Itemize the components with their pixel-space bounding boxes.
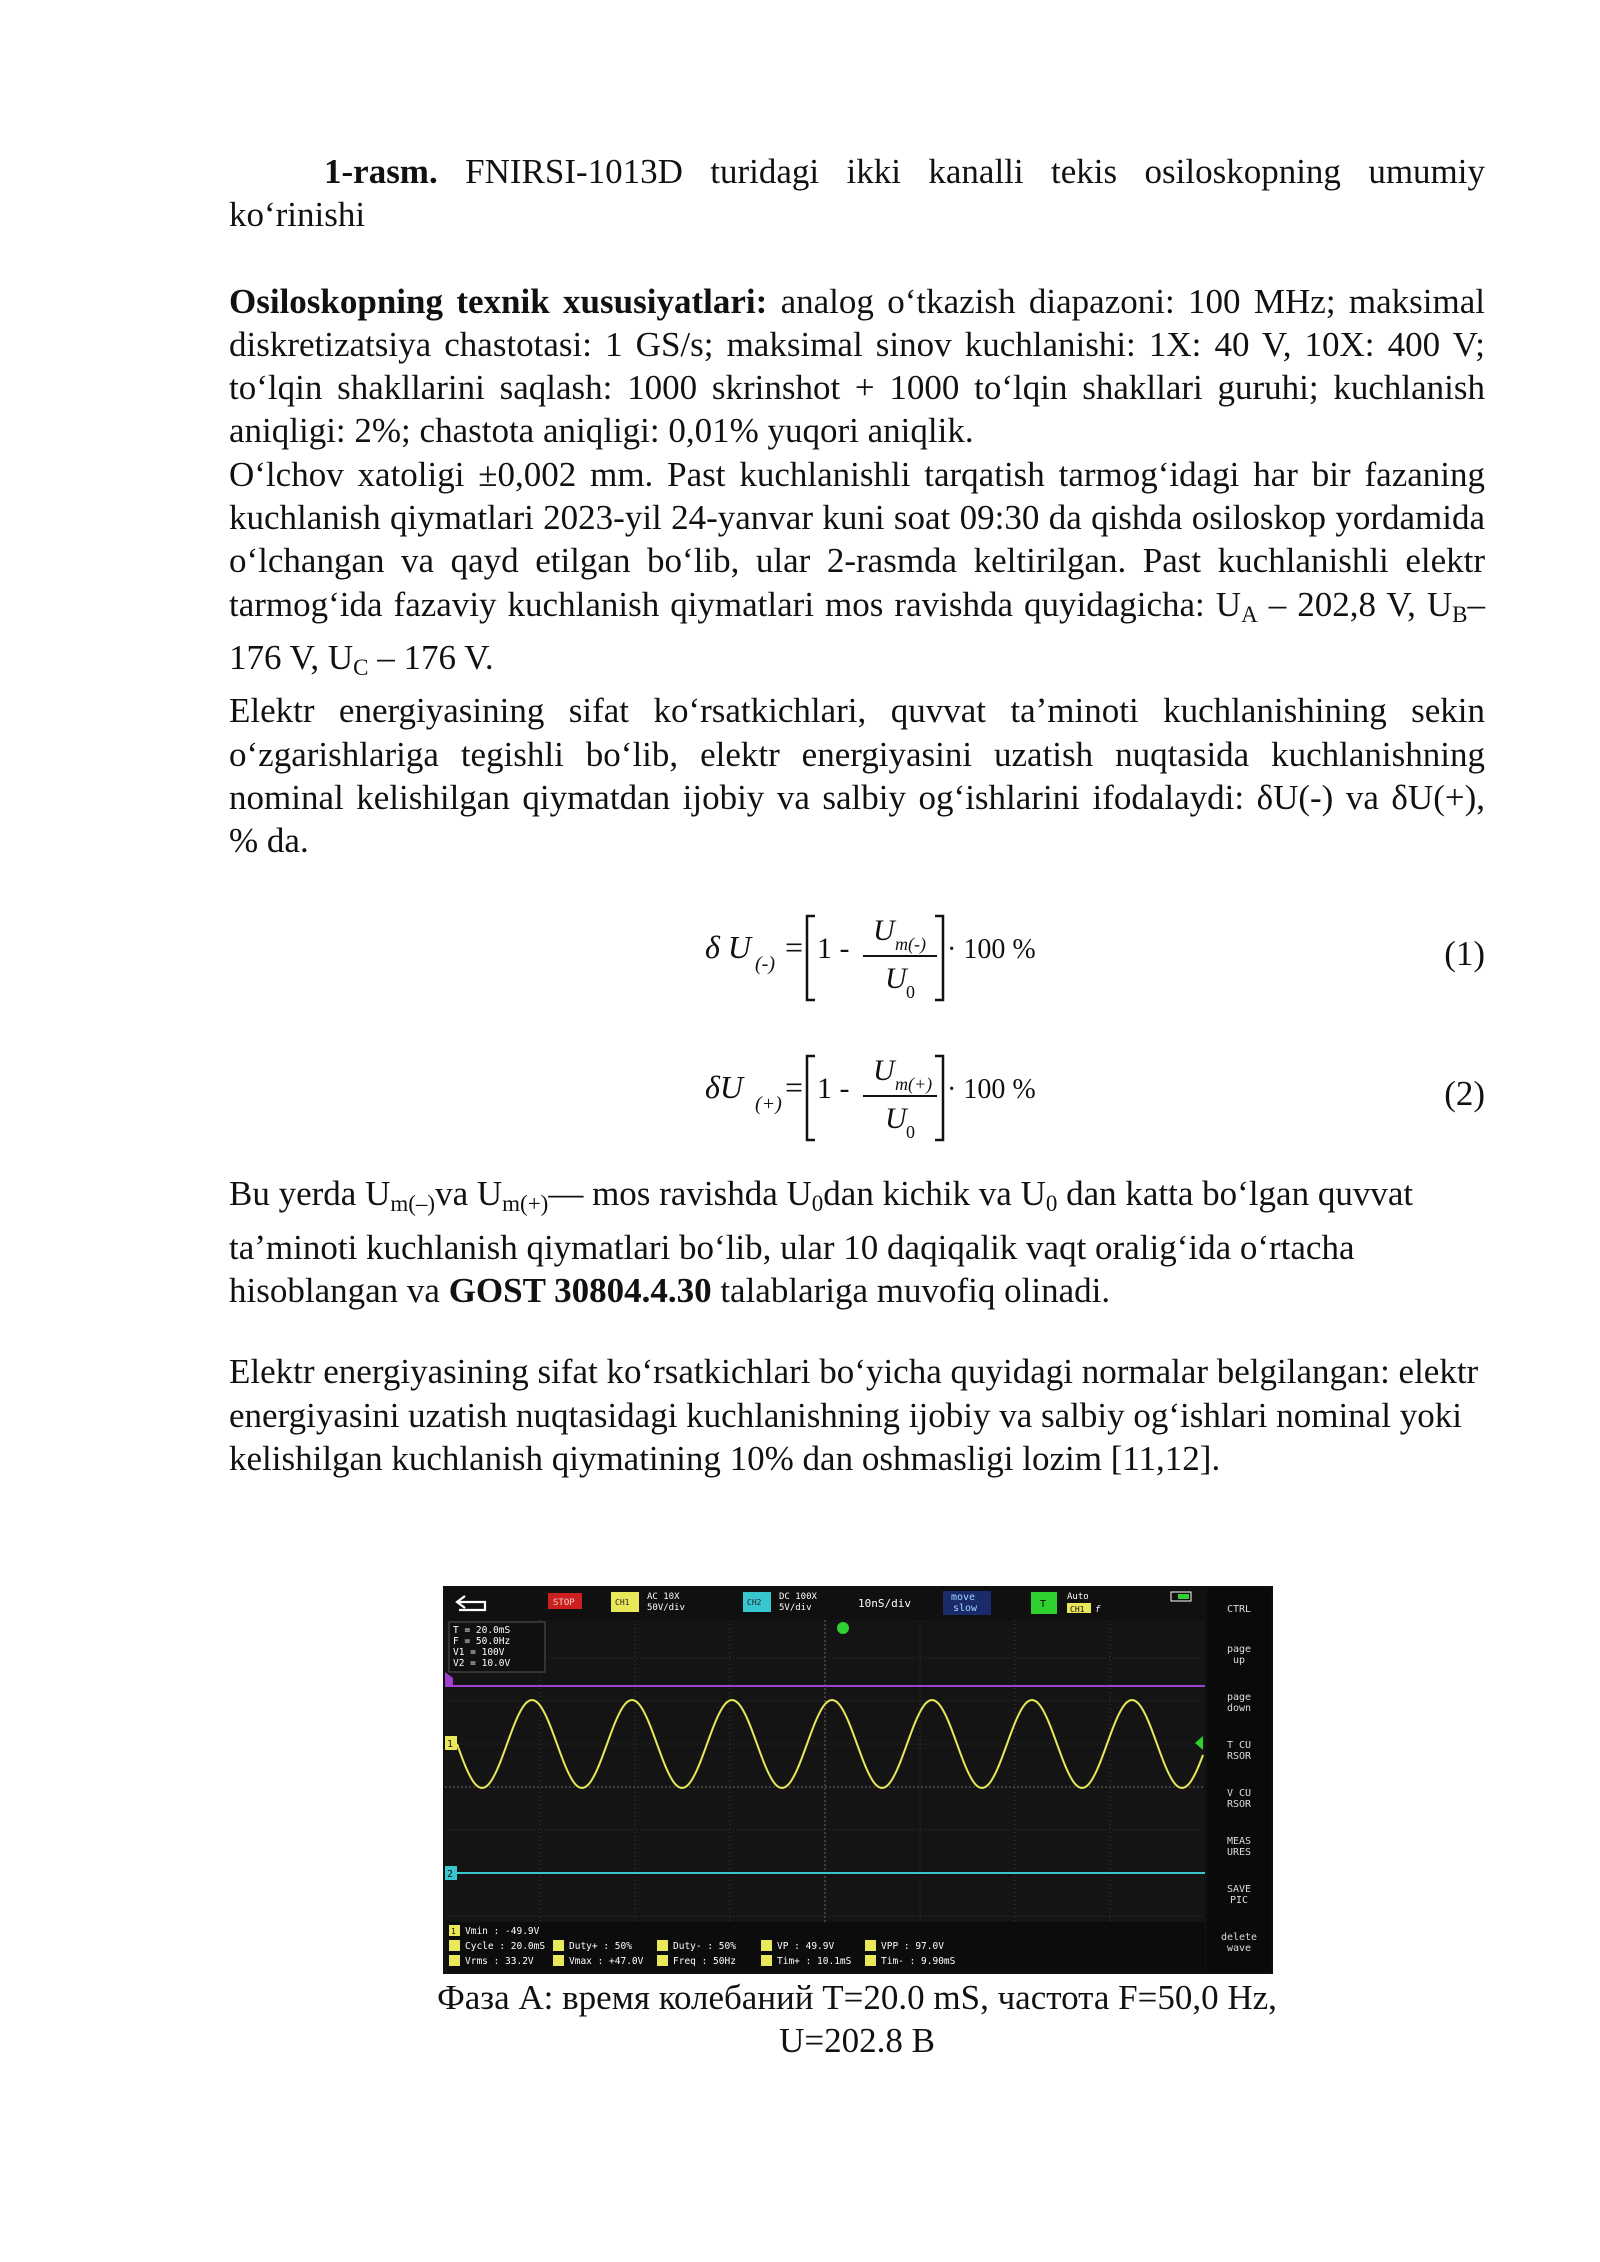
meas-channel-chip — [865, 1955, 876, 1966]
svg-text:RSOR: RSOR — [1226, 1751, 1252, 1762]
figure-label: 1-rasm. — [324, 152, 438, 191]
equation-2-formula — [679, 1040, 1059, 1150]
norms-text: Elektr energiyasining sifat koʻrsatkichlari boʻyicha quyidagi normalar belgilangan: elektr energiyasini uzatish nuqtasidagi kuchlanishning ijobiy va salbiy ogʻishlari nominal yoki kelishilgan kuchlanish qiymatining 10% dan oshmasligi lozim [11,12]. — [229, 1352, 1479, 1478]
meas-channel-chip — [657, 1955, 668, 1966]
def-text-c: — mos ravishda U — [548, 1174, 812, 1214]
meas-value: Tim- : 9.90mS — [881, 1956, 956, 1967]
svg-text:1: 1 — [451, 1927, 456, 1936]
eq2-tail: · 100 % — [947, 1074, 1036, 1106]
uc-subscript: C — [353, 654, 369, 680]
eq2-num: U — [873, 1054, 895, 1088]
svg-text:page: page — [1226, 1644, 1252, 1655]
eq1-num: U — [873, 914, 895, 948]
info-period: T = 20.0mS — [453, 1625, 511, 1636]
meas-channel-chip — [553, 1955, 564, 1966]
svg-text:T CU: T CU — [1226, 1740, 1252, 1751]
equation-2 — [229, 1040, 1485, 1150]
meas-value: Duty- : 50% — [673, 1941, 736, 1952]
eq2-lhs-sub: (+) — [755, 1093, 782, 1116]
eq1-den-sub: 0 — [906, 982, 915, 1003]
svg-text:wave: wave — [1226, 1943, 1252, 1954]
meas-channel-chip — [657, 1940, 668, 1951]
eq1-tail: · 100 % — [947, 934, 1036, 966]
timebase[interactable]: 10nS/div — [858, 1597, 911, 1610]
definition-paragraph — [229, 1172, 1485, 1312]
svg-text:PIC: PIC — [1229, 1895, 1249, 1906]
move-speed-label: slow — [953, 1603, 978, 1614]
ch2-coupling: DC 100X — [779, 1592, 817, 1602]
svg-text:2: 2 — [447, 1869, 454, 1880]
meas-value: VP : 49.9V — [777, 1941, 835, 1952]
def-sub-1: m(–) — [390, 1191, 436, 1217]
ua-symbol: U — [1215, 584, 1242, 624]
equation-2-number: (2) — [1444, 1074, 1485, 1114]
caption-line-1: Фаза A: время колебаний T=20.0 mS, частота F=50,0 Hz, — [437, 1978, 1277, 2017]
ub-subscript: B — [1452, 601, 1468, 627]
figure-1-caption-paragraph — [229, 150, 1485, 237]
ch2-label: CH2 — [747, 1598, 762, 1607]
ua-subscript: A — [1241, 601, 1258, 627]
ub-value: – 176 V, — [229, 584, 1485, 677]
svg-text:page: page — [1226, 1692, 1252, 1703]
specs-heading: Osiloskopning texnik xususiyatlari: — [229, 281, 768, 321]
ch1-marker[interactable] — [445, 1736, 457, 1750]
trigger-label: T — [1040, 1599, 1047, 1610]
svg-text:delete: delete — [1220, 1932, 1258, 1943]
eq2-lhs: δU — [705, 1069, 743, 1106]
meas-value: Duty+ : 50% — [569, 1941, 632, 1952]
info-v1: V1 = 100V — [453, 1647, 505, 1658]
norms-paragraph — [229, 1350, 1485, 1480]
meas-value: Freq : 50Hz — [673, 1956, 736, 1967]
def-text-b: va U — [435, 1174, 503, 1214]
def-sub-2: m(+) — [502, 1191, 549, 1217]
ch1-scale: 50V/div — [647, 1603, 685, 1613]
menu-measures-button[interactable] — [1227, 1836, 1251, 1858]
svg-text:MEAS: MEAS — [1226, 1836, 1252, 1847]
svg-text:V CU: V CU — [1226, 1788, 1252, 1799]
meas-channel-chip — [553, 1940, 564, 1951]
quality-text: Elektr energiyasining sifat koʻrsatkichlari, quvvat taʼminoti kuchlanishining sekin oʻzgarishlariga tegishli boʻlib, elektr energiyasini uzatish nuqtasida kuchlanishning nominal kelishilgan qiymatdan ijobiy va salbiy ogʻishlarini ifodalaydi: δU(-) va δU(+), % da. — [229, 691, 1485, 861]
def-sub-4: 0 — [1045, 1191, 1058, 1217]
svg-text:SAVE: SAVE — [1226, 1884, 1252, 1895]
eq1-num-sub: m(-) — [895, 934, 926, 955]
info-frequency: F = 50.0Hz — [453, 1636, 511, 1647]
svg-text:URES: URES — [1226, 1847, 1252, 1858]
eq2-den-sub: 0 — [906, 1122, 915, 1143]
move-label: move — [951, 1592, 976, 1603]
meas-value: Vrms : 33.2V — [465, 1956, 534, 1967]
meas-channel-chip — [761, 1940, 772, 1951]
eq1-one: 1 - — [817, 932, 850, 966]
stop-label: STOP — [553, 1598, 575, 1608]
def-text-f: talablariga muvofiq olinadi. — [711, 1271, 1111, 1311]
trigger-mode: Auto — [1067, 1592, 1089, 1602]
meas-channel-chip — [865, 1940, 876, 1951]
oscilloscope-screenshot — [443, 1586, 1273, 1974]
figure-2-caption — [229, 1976, 1485, 2062]
eq2-equals: = — [785, 1069, 804, 1106]
ch1-coupling: AC 10X — [647, 1592, 680, 1602]
menu-page-down-button[interactable] — [1227, 1692, 1251, 1714]
meas-channel-chip — [449, 1955, 460, 1966]
svg-text:down: down — [1226, 1703, 1252, 1714]
measurement-text: Oʻlchov xatoligi ±0,002 mm. Past kuchlanishli tarqatish tarmogʻidagi har bir fazaning kuchlanish qiymatlari 2023-yil 24-yanvar kuni soat 09:30 da qishda osiloskop yordamida oʻlchangan va qayd etilgan boʻlib, ular 2-rasmda keltirilgan. Past kuchlanishli elektr tarmogʻida fazaviy kuchlanish qiymatlari mos ravishda quyidagicha: — [229, 454, 1485, 624]
menu-v-cursor-button[interactable] — [1227, 1788, 1252, 1810]
def-sub-3: 0 — [811, 1191, 824, 1217]
meas-value: Cycle : 20.0mS — [465, 1941, 546, 1952]
meas-channel-chip — [761, 1955, 772, 1966]
meas-value: VPP : 97.0V — [881, 1941, 944, 1952]
equation-1 — [229, 900, 1485, 1010]
eq1-den: U — [885, 962, 907, 996]
equation-1-formula — [679, 900, 1059, 1010]
quality-paragraph — [229, 689, 1485, 862]
measurement-paragraph — [229, 453, 1485, 689]
gost-reference: GOST 30804.4.30 — [448, 1271, 712, 1311]
eq1-lhs: δ U — [705, 929, 751, 966]
svg-text:CTRL: CTRL — [1226, 1604, 1252, 1615]
measurements-panel — [447, 1922, 1205, 1972]
ub-symbol: U — [1426, 584, 1453, 624]
menu-ctrl-button[interactable] — [1227, 1604, 1251, 1615]
meas-value: Tim+ : 10.1mS — [777, 1956, 852, 1967]
specs-paragraph — [229, 280, 1485, 453]
equation-1-number: (1) — [1444, 934, 1485, 974]
eq2-den: U — [885, 1102, 907, 1136]
menu-t-cursor-button[interactable] — [1227, 1740, 1252, 1762]
eq1-lhs-sub: (-) — [755, 953, 775, 976]
meas-value: Vmax : +47.0V — [569, 1956, 644, 1967]
uc-value: – 176 V. — [368, 637, 494, 677]
info-v2: V2 = 10.0V — [453, 1658, 511, 1669]
eq1-equals: = — [785, 929, 804, 966]
def-text-a: Bu yerda U — [229, 1174, 391, 1214]
trigger-source: CH1 — [1070, 1605, 1085, 1614]
figure-1-caption-text: FNIRSI-1013D turidagi ikki kanalli tekis osiloskopning umumiy koʻrinishi — [229, 152, 1485, 235]
document-page — [229, 150, 1485, 1480]
def-text-d: dan kichik va U — [823, 1174, 1046, 1214]
trigger-edge: f — [1095, 1605, 1101, 1615]
specs-text: analog oʻtkazish diapazoni: 100 MHz; maksimal diskretizatsiya chastotasi: 1 GS/s; maksimal sinov kuchlanishi: 1X: 40 V, 10X: 400 V; toʻlqin shakllarini saqlash: 1000 skrinshot + 1000 toʻlqin shakllari guruhi; kuchlanish aniqligi: 2%; chastota aniqligi: 0,01% yuqori aniqlik. — [229, 281, 1485, 451]
ch1-label: CH1 — [615, 1598, 630, 1607]
meas-vmin: Vmin : -49.9V — [465, 1926, 540, 1937]
svg-text:up: up — [1232, 1655, 1246, 1666]
eq2-one: 1 - — [817, 1072, 850, 1106]
def-text-e: dan katta boʻlgan quvvat taʼminoti kuchlanish qiymatlari boʻlib, ular 10 daqiqalik vaqt oraligʻida oʻrtacha hisoblangan va — [229, 1174, 1414, 1311]
svg-text:RSOR: RSOR — [1226, 1799, 1252, 1810]
uc-symbol: U — [327, 637, 354, 677]
eq2-num-sub: m(+) — [895, 1074, 933, 1095]
ua-value: – 202,8 V, — [1257, 584, 1427, 624]
ch2-scale: 5V/div — [779, 1603, 812, 1613]
meas-channel-chip — [449, 1940, 460, 1951]
svg-text:1: 1 — [447, 1739, 454, 1750]
trigger-position-marker[interactable] — [837, 1622, 849, 1634]
caption-line-2: U=202.8 В — [779, 2021, 935, 2060]
ch2-marker[interactable] — [445, 1866, 457, 1880]
menu-save-pic-button[interactable] — [1227, 1884, 1251, 1906]
